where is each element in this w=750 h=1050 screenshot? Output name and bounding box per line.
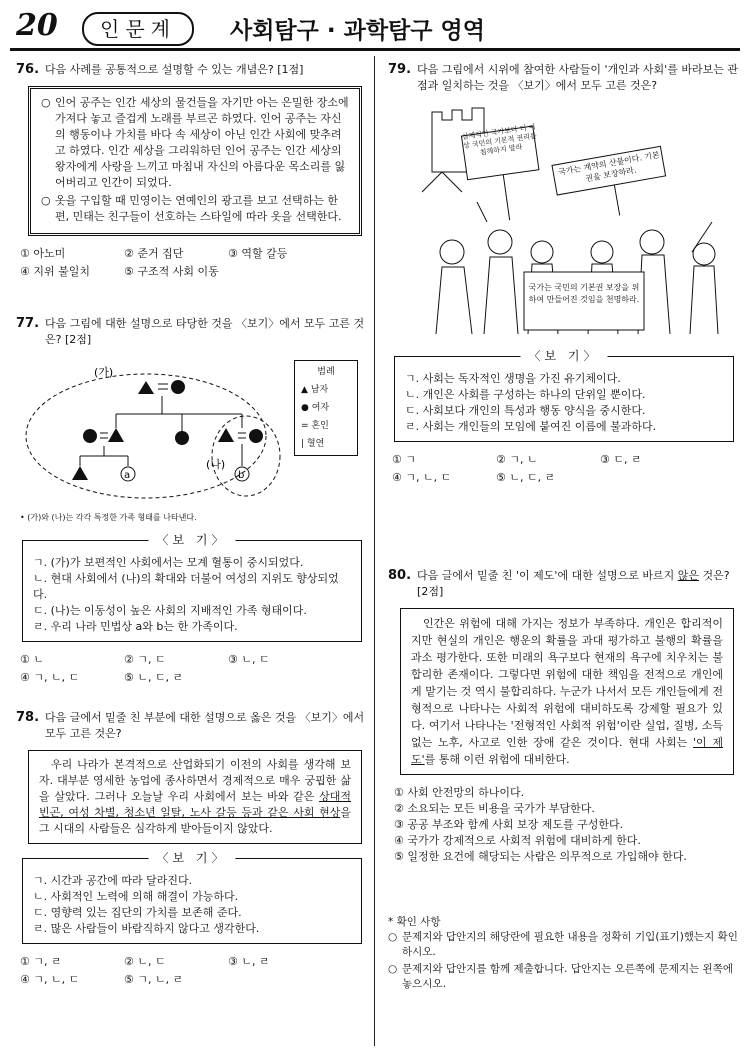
label-ga: (가) <box>94 366 114 379</box>
choice[interactable]: ① 사회 안전망의 하나이다. <box>394 786 525 799</box>
question-77 <box>16 316 368 686</box>
person-a-label: a <box>124 470 131 481</box>
question-78 <box>16 710 368 988</box>
choices <box>20 246 368 280</box>
section-badge: 인문계 <box>82 12 194 46</box>
question-text: 다음 글에서 밑줄 친 '이 제도'에 대한 설명으로 바르지 않은 것은? [2점] <box>417 569 730 598</box>
choice[interactable]: ⑤ ㄱ, ㄴ, ㄹ <box>124 973 184 986</box>
left-column <box>16 62 368 988</box>
female-symbol <box>175 431 189 445</box>
choice[interactable]: ② 준거 집단 <box>124 247 184 260</box>
bogi-item: ㄹ. 많은 사람들이 바람직하지 않다고 생각한다. <box>33 922 260 935</box>
question-80 <box>388 568 740 865</box>
bogi-item: ㄷ. (나)는 이동성이 높은 사회의 지배적인 가족 형태이다. <box>33 604 307 617</box>
bogi-item: ㄷ. 사회보다 개인의 특성과 행동 양식을 중시한다. <box>405 404 646 417</box>
question-text: 다음 그림에 대한 설명으로 타당한 것을 〈보기〉에서 모두 고른 것은? [2점] <box>45 317 365 346</box>
underlined-text: 상대적 빈곤, 여성 차별, 청소년 일탈, 노사 갈등 등과 같은 사회 현상 <box>39 790 351 819</box>
question-text: 다음 그림에서 시위에 참여한 사람들이 '개인과 사회'를 바라보는 관점과 일치하는 것을 〈보기〉에서 모두 고른 것은? <box>417 63 738 92</box>
notice-item: ○ 문제지와 답안지의 해당란에 필요한 내용을 정확히 기입(표기)했는지 확인하시오. <box>388 931 738 958</box>
bogi-item: ㄱ. 사회는 독자적인 생명을 가진 유기체이다. <box>405 372 621 385</box>
male-symbol <box>138 381 154 394</box>
bogi-box <box>22 851 362 944</box>
page-header <box>10 8 740 51</box>
choice[interactable]: ② ㄴ, ㄷ <box>124 955 166 968</box>
choice[interactable]: ④ ㄱ, ㄴ, ㄷ <box>20 973 80 986</box>
choice[interactable]: ② ㄱ, ㄴ <box>496 453 538 466</box>
notice-item: ○ 문제지와 답안지를 함께 제출합니다. 답안지는 오른쪽에 문제지는 왼쪽에 놓으시오. <box>388 963 733 990</box>
case-item: ○ 옷을 구입할 때 민영이는 연예인의 광고를 보고 선택하는 한편, 민태는 친구들이 선호하는 스타일에 따라 옷을 선택한다. <box>41 194 342 223</box>
question-number: 76. <box>16 62 40 77</box>
choices <box>392 452 740 486</box>
column-divider <box>374 56 375 1046</box>
choices <box>20 652 368 686</box>
sign-2-text: 국가는 계약의 산물이다. 기본권을 보장하라. <box>557 150 661 184</box>
choice[interactable]: ① ㄱ, ㄹ <box>20 955 62 968</box>
notice-title: * 확인 사항 <box>388 916 441 928</box>
female-symbol <box>249 429 263 443</box>
question-number: 80. <box>388 568 412 583</box>
male-symbol <box>72 466 88 480</box>
underlined-text: '이 제도' <box>411 736 724 766</box>
choice[interactable]: ③ ㄴ, ㄷ <box>228 653 270 666</box>
choice[interactable]: ③ ㄴ, ㄹ <box>228 955 270 968</box>
choice[interactable]: ③ 역할 갈등 <box>228 247 288 260</box>
choice[interactable]: ⑤ 구조적 사회 이동 <box>124 265 219 278</box>
question-79 <box>388 62 740 486</box>
bogi-title: 〈보 기〉 <box>149 850 236 866</box>
male-symbol <box>108 428 124 442</box>
passage-box: 인간은 위험에 대해 가지는 정보가 부족하다. 개인은 합리적이지만 현실의 개인은 행운의 확률을 과대 평가하고 불행의 확률을 과소 평가한다. 또한 미래의 욕구보다 현재의 욕구에 치우치는 불합리한 존재이다. 그렇다면 위험에 대한 책임을 전적으로 개인에게 맡기는 것 역시 불합리하다. 누군가 나서서 모든 개인들에게 전형적으로 나타나는 사회적 위험에 대비하도록 강제할 필요가 있다. 여기서 나타나는 '전형적인 사회적 위험'이란 실업, 질병, 소득 없는 노후, 사고로 인한 장애 같은 것이다. 현대 사회는 '이 제도'를 통해 이런 위험에 대비한다. <box>400 608 734 775</box>
family-na-outline <box>212 416 280 496</box>
choice[interactable]: ① ㄱ <box>392 453 416 466</box>
protest-illustration <box>392 102 736 342</box>
bogi-item: ㄱ. 시간과 공간에 따라 달라진다. <box>33 874 193 887</box>
family-diagram <box>16 356 368 506</box>
bogi-item: ㄴ. 현대 사회에서 (나)의 확대와 더불어 여성의 지위도 향상되었다. <box>33 572 339 601</box>
question-text: 다음 사례를 공통적으로 설명할 수 있는 개념은? [1점] <box>45 63 304 76</box>
passage-box: 우리 나라가 본격적으로 산업화되기 이전의 사회를 생각해 보자. 대부분 영세한 농업에 종사하면서 경제적으로 매우 궁핍한 삶을 살았다. 그러나 오늘날 우리 사회에서 보는 바와 같은 상대적 빈곤, 여성 차별, 청소년 일탈, 노사 갈등 등과 같은 사회 현상을 그 시대의 사람들은 심각하게 받아들이지 않았다. <box>28 750 362 844</box>
question-number: 78. <box>16 710 40 725</box>
question-number: 79. <box>388 62 412 77</box>
right-column <box>388 62 740 994</box>
choices <box>394 785 740 865</box>
choice[interactable]: ① 아노미 <box>20 247 66 260</box>
case-box <box>28 86 362 236</box>
bogi-item: ㄱ. (가)가 보편적인 사회에서는 모계 혈통이 중시되었다. <box>33 556 304 569</box>
choice[interactable]: ⑤ ㄴ, ㄷ, ㄹ <box>124 671 184 684</box>
choice[interactable]: ④ 국가가 강제적으로 사회적 위험에 대비하게 한다. <box>394 834 641 847</box>
label-na: (나) <box>206 458 226 471</box>
figure-note: • (가)와 (나)는 각각 특정한 가족 형태를 나타낸다. <box>20 513 197 522</box>
person-b-label: b <box>238 470 245 481</box>
question-text: 다음 글에서 밑줄 친 부분에 대한 설명으로 옳은 것을 〈보기〉에서 모두 고른 것은? <box>45 711 365 740</box>
protest-scene-svg <box>392 102 736 342</box>
bogi-item: ㄷ. 영향력 있는 집단의 가치를 보존해 준다. <box>33 906 242 919</box>
bogi-box <box>22 533 362 642</box>
subject-title: 사회탐구 · 과학탐구 영역 <box>230 18 485 44</box>
choice[interactable]: ① ㄴ <box>20 653 44 666</box>
choice[interactable]: ④ ㄱ, ㄴ, ㄷ <box>392 471 452 484</box>
choice[interactable]: ⑤ ㄴ, ㄷ, ㄹ <box>496 471 556 484</box>
case-item: ○ 인어 공주는 인간 세상의 물건들을 자기만 아는 은밀한 장소에 가져다 놓고 즐겁게 노래를 부르곤 하였다. 인어 공주는 자신의 행동이나 가치를 바다 속 세상이 아닌 인간 사회에 맞추려고 하였다. 인간 세상을 그리워하던 인어 공주는 인간 세상의 왕자에게 사랑을 느끼고 마침내 자신의 아름다운 목소리를 잃어버리고 인간이 되었다. <box>41 96 349 189</box>
female-symbol <box>171 380 185 394</box>
bogi-item: ㄴ. 사회적인 노력에 의해 해결이 가능하다. <box>33 890 239 903</box>
bogi-item: ㄹ. 사회는 개인들의 모임에 붙여진 이름에 불과하다. <box>405 420 657 433</box>
choice[interactable]: ④ 지위 불일치 <box>20 265 90 278</box>
question-number: 77. <box>16 316 40 331</box>
bogi-item: ㄹ. 우리 나라 민법상 a와 b는 한 가족이다. <box>33 620 238 633</box>
choices <box>20 954 368 988</box>
legend-box: 범례 ▲ 남자 ● 여자 = 혼인 | 혈연 <box>294 360 358 456</box>
bogi-title: 〈보 기〉 <box>521 348 608 364</box>
bogi-item: ㄴ. 개인은 사회를 구성하는 하나의 단위일 뿐이다. <box>405 388 646 401</box>
choice[interactable]: ④ ㄱ, ㄴ, ㄷ <box>20 671 80 684</box>
question-76 <box>16 62 368 280</box>
check-notice <box>388 915 740 992</box>
female-symbol <box>83 429 97 443</box>
choice[interactable]: ⑤ 일정한 요건에 해당되는 사람은 의무적으로 가입해야 한다. <box>394 850 687 863</box>
sign-1-text: 실제적인 국가보다 더 이상 국민의 기본적 권리를 침해하지 말라 <box>461 122 538 157</box>
choice[interactable]: ③ 공공 부조와 함께 사회 보장 제도를 구성한다. <box>394 818 624 831</box>
sign-3-text: 국가는 국민의 기본권 보장을 위하여 만들어진 것임을 천명하라. <box>528 283 640 304</box>
page-number: 20 <box>16 8 58 43</box>
bogi-title: 〈보 기〉 <box>149 532 236 548</box>
choice[interactable]: ③ ㄷ, ㄹ <box>600 453 642 466</box>
choice[interactable]: ② 소요되는 모든 비용을 국가가 부담한다. <box>394 802 595 815</box>
choice[interactable]: ② ㄱ, ㄷ <box>124 653 166 666</box>
bogi-box <box>394 349 734 442</box>
